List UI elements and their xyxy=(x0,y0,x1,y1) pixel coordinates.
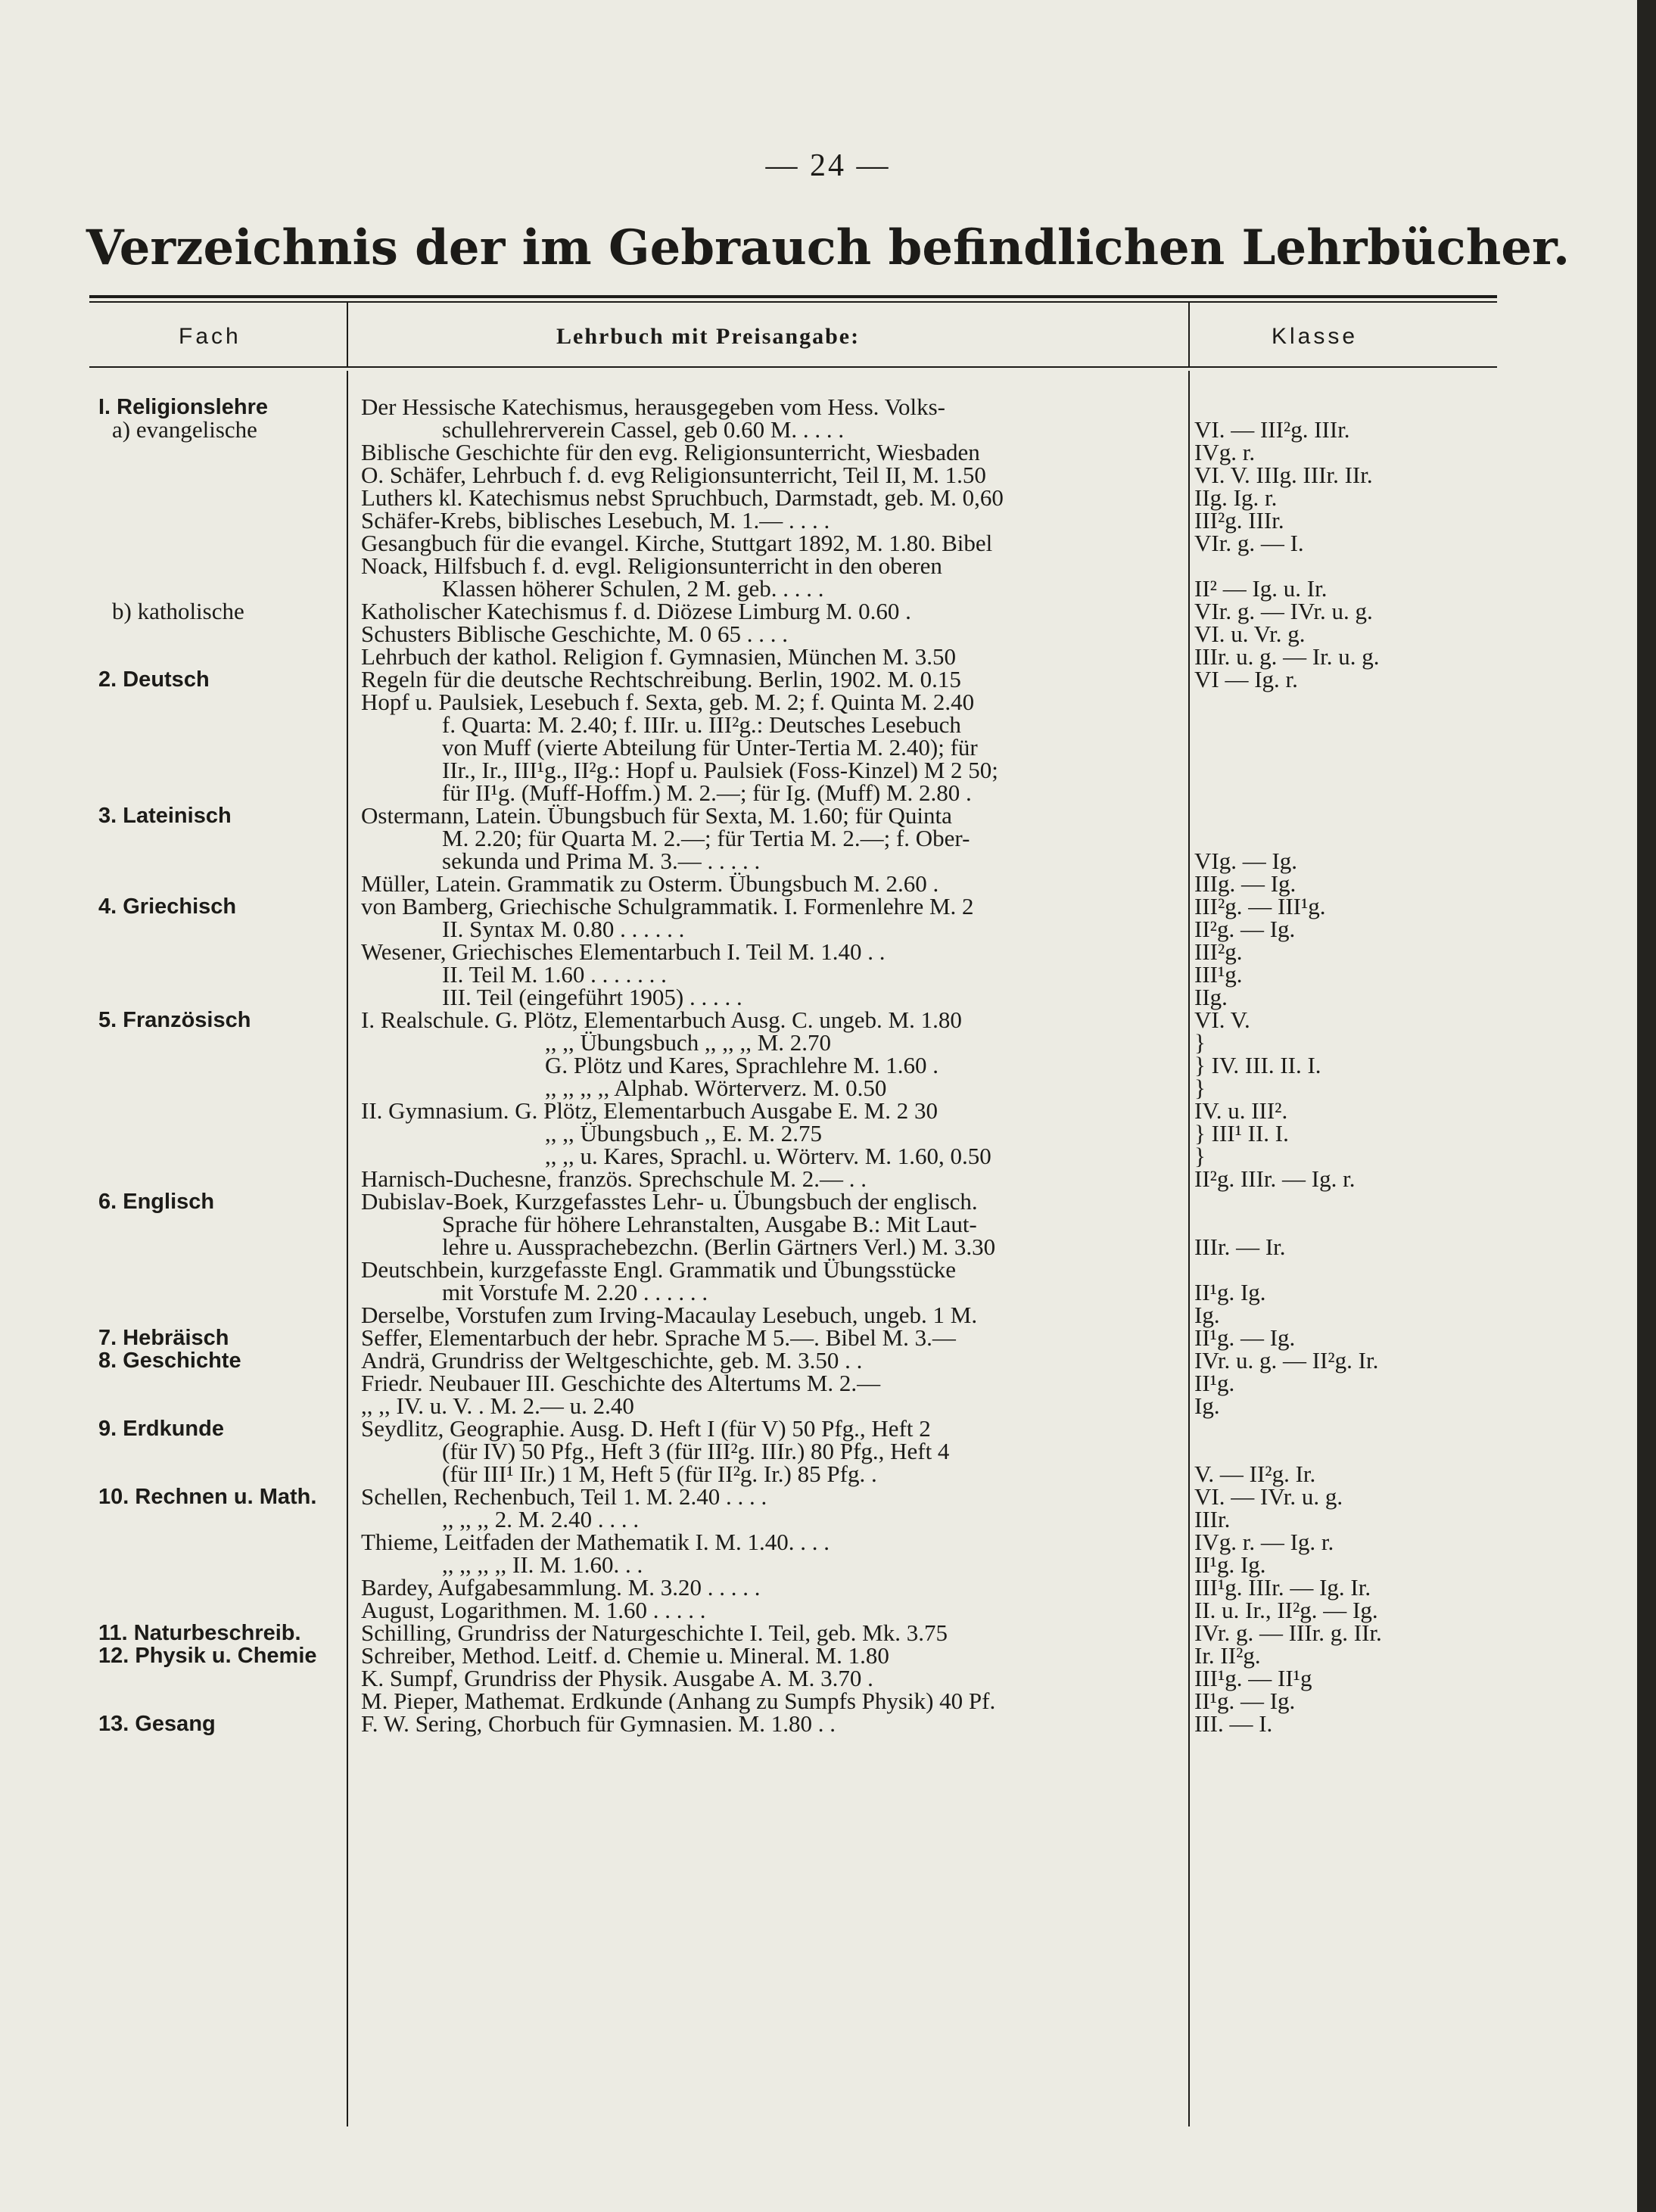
klasse-cell: III²g. IIIr. xyxy=(1194,507,1284,534)
lehrbuch-cell: ,, ,, ,, 2. M. 2.40 . . . . xyxy=(442,1506,640,1532)
lehrbuch-cell: Friedr. Neubauer III. Geschichte des Altertums M. 2.— xyxy=(361,1370,881,1396)
table-row xyxy=(0,418,1656,441)
table-row xyxy=(0,1463,1656,1486)
lehrbuch-cell: G. Plötz und Kares, Sprachlehre M. 1.60 . xyxy=(545,1052,939,1078)
klasse-cell: IV. u. III². xyxy=(1194,1097,1288,1124)
klasse-cell: IIIr. — Ir. xyxy=(1194,1234,1286,1260)
klasse-cell: II¹g. xyxy=(1194,1370,1235,1396)
klasse-cell: III¹g. xyxy=(1194,961,1243,988)
fach-cell: 12. Physik u. Chemie xyxy=(98,1644,317,1668)
lehrbuch-cell: Thieme, Leitfaden der Mathematik I. M. 1.40. . . . xyxy=(361,1529,830,1555)
lehrbuch-cell: Klassen höherer Schulen, 2 M. geb. . . . . xyxy=(442,575,824,602)
lehrbuch-cell: Schilling, Grundriss der Naturgeschichte I. Teil, geb. Mk. 3.75 xyxy=(361,1619,948,1646)
table-row xyxy=(0,804,1656,827)
klasse-cell: Ig. xyxy=(1194,1392,1220,1419)
klasse-cell: II¹g. Ig. xyxy=(1194,1279,1266,1305)
table-row xyxy=(0,1551,1656,1578)
klasse-cell: II¹g. — Ig. xyxy=(1194,1688,1296,1714)
klasse-cell: II¹g. — Ig. xyxy=(1194,1324,1296,1351)
table-row xyxy=(0,1483,1656,1510)
klasse-cell: II²g. IIIr. — Ig. r. xyxy=(1194,1165,1356,1192)
lehrbuch-cell: Sprache für höhere Lehranstalten, Ausgabe B.: Mit Laut- xyxy=(442,1211,977,1237)
klasse-cell: VIr. g. — I. xyxy=(1194,530,1304,556)
klasse-cell: II² — Ig. u. Ir. xyxy=(1194,575,1328,602)
table-row xyxy=(0,577,1656,600)
table-row xyxy=(0,1440,1656,1463)
klasse-cell: IIIr. u. g. — Ir. u. g. xyxy=(1194,643,1380,670)
lehrbuch-cell: ,, ,, ,, ,, Alphab. Wörterverz. M. 0.50 xyxy=(545,1075,887,1101)
lehrbuch-cell: I. Realschule. G. Plötz, Elementarbuch Ausg. C. ungeb. M. 1.80 xyxy=(361,1006,962,1033)
table-row xyxy=(0,850,1656,873)
table-row xyxy=(0,1190,1656,1213)
page-title: Verzeichnis der im Gebrauch befindlichen Lehrbücher. xyxy=(86,219,1570,276)
fach-cell: 10. Rechnen u. Math. xyxy=(98,1485,317,1509)
table-row xyxy=(0,484,1656,511)
col-header-klasse: Klasse xyxy=(1272,324,1359,349)
klasse-cell: IIg. xyxy=(1194,984,1228,1010)
table-row xyxy=(0,1644,1656,1667)
table-row xyxy=(0,643,1656,670)
lehrbuch-cell: Katholischer Katechismus f. d. Diözese Limburg M. 0.60 . xyxy=(361,598,911,624)
klasse-cell: VIg. — Ig. xyxy=(1194,848,1298,874)
table-row xyxy=(0,895,1656,918)
header-rule-top-thin xyxy=(89,301,1497,303)
lehrbuch-cell: schullehrerverein Cassel, geb 0.60 M. . . . . xyxy=(442,416,845,443)
klasse-cell: IIIg. — Ig. xyxy=(1194,870,1296,897)
lehrbuch-cell: Der Hessische Katechismus, herausgegeben vom Hess. Volks- xyxy=(361,394,945,420)
page-number: — 24 — xyxy=(765,148,891,183)
fach-cell: 8. Geschichte xyxy=(98,1349,241,1373)
lehrbuch-cell: II. Teil M. 1.60 . . . . . . . xyxy=(442,961,667,988)
klasse-cell: II¹g. Ig. xyxy=(1194,1551,1266,1578)
klasse-cell: } xyxy=(1194,1143,1206,1169)
table-row xyxy=(0,1417,1656,1440)
table-row xyxy=(0,1006,1656,1033)
lehrbuch-cell: II. Gymnasium. G. Plötz, Elementarbuch Ausgabe E. M. 2 30 xyxy=(361,1097,938,1124)
klasse-cell: } IV. III. II. I. xyxy=(1194,1052,1321,1078)
table-row xyxy=(0,509,1656,532)
lehrbuch-cell: Deutschbein, kurzgefasste Engl. Grammatik und Übungsstücke xyxy=(361,1256,957,1283)
table-row xyxy=(0,1531,1656,1554)
table-row xyxy=(0,691,1656,714)
lehrbuch-cell: (für III¹ IIr.) 1 M, Heft 5 (für II²g. Ir.) 85 Pfg. . xyxy=(442,1461,877,1487)
lehrbuch-cell: Schellen, Rechenbuch, Teil 1. M. 2.40 . . . . xyxy=(361,1483,767,1510)
lehrbuch-cell: Müller, Latein. Grammatik zu Osterm. Übungsbuch M. 2.60 . xyxy=(361,870,939,897)
lehrbuch-cell: Dubislav-Boek, Kurzgefasstes Lehr- u. Übungsbuch der englisch. xyxy=(361,1188,978,1215)
fach-cell: 3. Lateinisch xyxy=(98,804,232,828)
lehrbuch-cell: F. W. Sering, Chorbuch für Gymnasien. M. 1.80 . . xyxy=(361,1710,836,1737)
klasse-cell: VI — Ig. r. xyxy=(1194,666,1298,692)
col-header-lehrbuch: Lehrbuch mit Preisangabe: xyxy=(556,324,861,349)
lehrbuch-cell: Schreiber, Method. Leitf. d. Chemie u. Mineral. M. 1.80 xyxy=(361,1642,889,1669)
klasse-cell: VI. u. Vr. g. xyxy=(1194,621,1306,647)
table-row xyxy=(0,1213,1656,1236)
lehrbuch-cell: Hopf u. Paulsiek, Lesebuch f. Sexta, geb. M. 2; f. Quinta M. 2.40 xyxy=(361,689,975,715)
klasse-cell: VI. V. xyxy=(1194,1006,1250,1033)
table-row xyxy=(0,1710,1656,1737)
table-row xyxy=(0,870,1656,897)
klasse-cell: IVg. r. — Ig. r. xyxy=(1194,1529,1334,1555)
klasse-cell: II²g. — Ig. xyxy=(1194,916,1296,942)
lehrbuch-cell: ,, ,, IV. u. V. . M. 2.— u. 2.40 xyxy=(361,1392,634,1419)
table-row xyxy=(0,1372,1656,1395)
lehrbuch-cell: Seffer, Elementarbuch der hebr. Sprache M 5.—. Bibel M. 3.— xyxy=(361,1324,956,1351)
klasse-cell: Ir. II²g. xyxy=(1194,1642,1261,1669)
fach-cell: a) evangelische xyxy=(112,416,257,443)
klasse-cell: III¹g. — II¹g xyxy=(1194,1665,1312,1691)
klasse-cell: VIr. g. — IVr. u. g. xyxy=(1194,598,1373,624)
lehrbuch-cell: IIr., Ir., III¹g., II²g.: Hopf u. Paulsiek (Foss-Kinzel) M 2 50; xyxy=(442,757,998,783)
table-row xyxy=(0,1508,1656,1531)
lehrbuch-cell: Seydlitz, Geographie. Ausg. D. Heft I (für V) 50 Pfg., Heft 2 xyxy=(361,1415,931,1442)
klasse-cell: VI. V. IIIg. IIIr. IIr. xyxy=(1194,462,1373,488)
lehrbuch-cell: ,, ,, Übungsbuch ,, ,, ,, M. 2.70 xyxy=(545,1029,832,1056)
lehrbuch-cell: Andrä, Grundriss der Weltgeschichte, geb. M. 3.50 . . xyxy=(361,1347,863,1374)
klasse-cell: IIIr. xyxy=(1194,1506,1231,1532)
fach-cell: 5. Französisch xyxy=(98,1008,251,1032)
fach-cell: 6. Englisch xyxy=(98,1190,215,1214)
lehrbuch-cell: Schäfer-Krebs, biblisches Lesebuch, M. 1.— . . . . xyxy=(361,507,830,534)
klasse-cell: III¹g. IIIr. — Ig. Ir. xyxy=(1194,1574,1371,1601)
lehrbuch-cell: M. 2.20; für Quarta M. 2.—; für Tertia M. 2.—; f. Ober- xyxy=(442,825,970,851)
table-row xyxy=(0,1304,1656,1327)
table-row xyxy=(0,1349,1656,1372)
lehrbuch-cell: Ostermann, Latein. Übungsbuch für Sexta, M. 1.60; für Quinta xyxy=(361,802,952,829)
lehrbuch-cell: II. Syntax M. 0.80 . . . . . . xyxy=(442,916,685,942)
lehrbuch-cell: Regeln für die deutsche Rechtschreibung. Berlin, 1902. M. 0.15 xyxy=(361,666,961,692)
lehrbuch-cell: (für IV) 50 Pfg., Heft 3 (für III²g. IIIr.) 80 Pfg., Heft 4 xyxy=(442,1438,950,1464)
table-row xyxy=(0,918,1656,941)
lehrbuch-cell: Biblische Geschichte für den evg. Religionsunterricht, Wiesbaden xyxy=(361,439,980,465)
table-row xyxy=(0,1281,1656,1304)
fach-cell: b) katholische xyxy=(112,598,244,624)
table-row xyxy=(0,1097,1656,1124)
klasse-cell: Ig. xyxy=(1194,1302,1220,1328)
header-rule-bottom xyxy=(89,366,1497,368)
klasse-cell: } xyxy=(1194,1075,1206,1101)
table-row xyxy=(0,1619,1656,1646)
table-row xyxy=(0,759,1656,782)
lehrbuch-cell: ,, ,, ,, ,, II. M. 1.60. . . xyxy=(442,1551,643,1578)
table-row xyxy=(0,623,1656,646)
lehrbuch-cell: Wesener, Griechisches Elementarbuch I. Teil M. 1.40 . . xyxy=(361,938,886,965)
table-row xyxy=(0,552,1656,579)
table-row xyxy=(0,1145,1656,1168)
lehrbuch-cell: Harnisch-Duchesne, französ. Sprechschule M. 2.— . . xyxy=(361,1165,867,1192)
klasse-cell: IVg. r. xyxy=(1194,439,1256,465)
fach-cell: 9. Erdkunde xyxy=(98,1417,224,1441)
table-row xyxy=(0,938,1656,965)
lehrbuch-cell: Schusters Biblische Geschichte, M. 0 65 . . . . xyxy=(361,621,788,647)
lehrbuch-cell: K. Sumpf, Grundriss der Physik. Ausgabe A. M. 3.70 . xyxy=(361,1665,873,1691)
klasse-cell: } III¹ II. I. xyxy=(1194,1120,1289,1146)
klasse-cell: III²g. — III¹g. xyxy=(1194,893,1326,919)
table-row xyxy=(0,827,1656,850)
table-row xyxy=(0,464,1656,487)
table-row xyxy=(0,1054,1656,1077)
fach-cell: I. Religionslehre xyxy=(98,395,268,419)
fach-cell: 2. Deutsch xyxy=(98,667,210,692)
table-row xyxy=(0,986,1656,1009)
table-row xyxy=(0,963,1656,986)
lehrbuch-cell: lehre u. Aussprachebezchn. (Berlin Gärtners Verl.) M. 3.30 xyxy=(442,1234,996,1260)
fach-cell: 4. Griechisch xyxy=(98,894,237,919)
table-row xyxy=(0,1236,1656,1258)
header-rule-top xyxy=(89,295,1497,298)
table-row xyxy=(0,1667,1656,1690)
klasse-cell: V. — II²g. Ir. xyxy=(1194,1461,1316,1487)
lehrbuch-cell: ,, ,, u. Kares, Sprachl. u. Wörterv. M. 1.60, 0.50 xyxy=(545,1143,991,1169)
klasse-cell: VI. — III²g. IIIr. xyxy=(1194,416,1350,443)
lehrbuch-cell: August, Logarithmen. M. 1.60 . . . . . xyxy=(361,1597,706,1623)
klasse-cell: III. — I. xyxy=(1194,1710,1273,1737)
lehrbuch-cell: f. Quarta: M. 2.40; f. IIIr. u. III²g.: Deutsches Lesebuch xyxy=(442,711,961,738)
table-row xyxy=(0,1165,1656,1192)
fach-cell: 13. Gesang xyxy=(98,1712,216,1736)
table-row xyxy=(0,441,1656,464)
lehrbuch-cell: sekunda und Prima M. 3.— . . . . . xyxy=(442,848,761,874)
lehrbuch-cell: mit Vorstufe M. 2.20 . . . . . . xyxy=(442,1279,708,1305)
table-row xyxy=(0,1690,1656,1713)
table-row xyxy=(0,1324,1656,1351)
table-row xyxy=(0,1599,1656,1622)
klasse-cell: VI. — IVr. u. g. xyxy=(1194,1483,1343,1510)
klasse-cell: IVr. g. — IIIr. g. IIr. xyxy=(1194,1619,1382,1646)
lehrbuch-cell: ,, ,, Übungsbuch ,, E. M. 2.75 xyxy=(545,1120,822,1146)
lehrbuch-cell: für II¹g. (Muff-Hoffm.) M. 2.—; für Ig. (Muff) M. 2.80 . xyxy=(442,779,972,806)
table-row xyxy=(0,668,1656,691)
header-divider-2 xyxy=(1188,303,1190,368)
lehrbuch-cell: Bardey, Aufgabesammlung. M. 3.20 . . . . . xyxy=(361,1574,761,1601)
lehrbuch-cell: Gesangbuch für die evangel. Kirche, Stuttgart 1892, M. 1.80. Bibel xyxy=(361,530,993,556)
table-row xyxy=(0,779,1656,806)
table-row xyxy=(0,711,1656,738)
fach-cell: 11. Naturbeschreib. xyxy=(98,1621,301,1645)
lehrbuch-cell: III. Teil (eingeführt 1905) . . . . . xyxy=(442,984,742,1010)
table-row xyxy=(0,1576,1656,1599)
klasse-cell: } xyxy=(1194,1029,1206,1056)
table-row xyxy=(0,1077,1656,1100)
lehrbuch-cell: Luthers kl. Katechismus nebst Spruchbuch, Darmstadt, geb. M. 0,60 xyxy=(361,484,1004,511)
table-row xyxy=(0,1392,1656,1419)
fach-cell: 7. Hebräisch xyxy=(98,1326,229,1350)
header-divider-1 xyxy=(347,303,348,368)
lehrbuch-cell: von Bamberg, Griechische Schulgrammatik. I. Formenlehre M. 2 xyxy=(361,893,974,919)
table-row xyxy=(0,736,1656,759)
lehrbuch-cell: Noack, Hilfsbuch f. d. evgl. Religionsunterricht in den oberen xyxy=(361,552,942,579)
lehrbuch-cell: von Muff (vierte Abteilung für Unter-Tertia M. 2.40); für xyxy=(442,734,978,761)
lehrbuch-cell: O. Schäfer, Lehrbuch f. d. evg Religionsunterricht, Teil II, M. 1.50 xyxy=(361,462,986,488)
table-row xyxy=(0,1122,1656,1145)
lehrbuch-cell: M. Pieper, Mathemat. Erdkunde (Anhang zu Sumpfs Physik) 40 Pf. xyxy=(361,1688,996,1714)
table-row xyxy=(0,1258,1656,1281)
col-header-fach: Fach xyxy=(179,324,241,349)
table-row xyxy=(0,396,1656,418)
klasse-cell: IIg. Ig. r. xyxy=(1194,484,1278,511)
table-row xyxy=(0,532,1656,555)
lehrbuch-cell: Derselbe, Vorstufen zum Irving-Macaulay Lesebuch, ungeb. 1 M. xyxy=(361,1302,978,1328)
klasse-cell: II. u. Ir., II²g. — Ig. xyxy=(1194,1597,1378,1623)
klasse-cell: III²g. xyxy=(1194,938,1243,965)
table-row xyxy=(0,1031,1656,1054)
table-row xyxy=(0,600,1656,623)
lehrbuch-cell: Lehrbuch der kathol. Religion f. Gymnasien, München M. 3.50 xyxy=(361,643,957,670)
klasse-cell: IVr. u. g. — II²g. Ir. xyxy=(1194,1347,1379,1374)
